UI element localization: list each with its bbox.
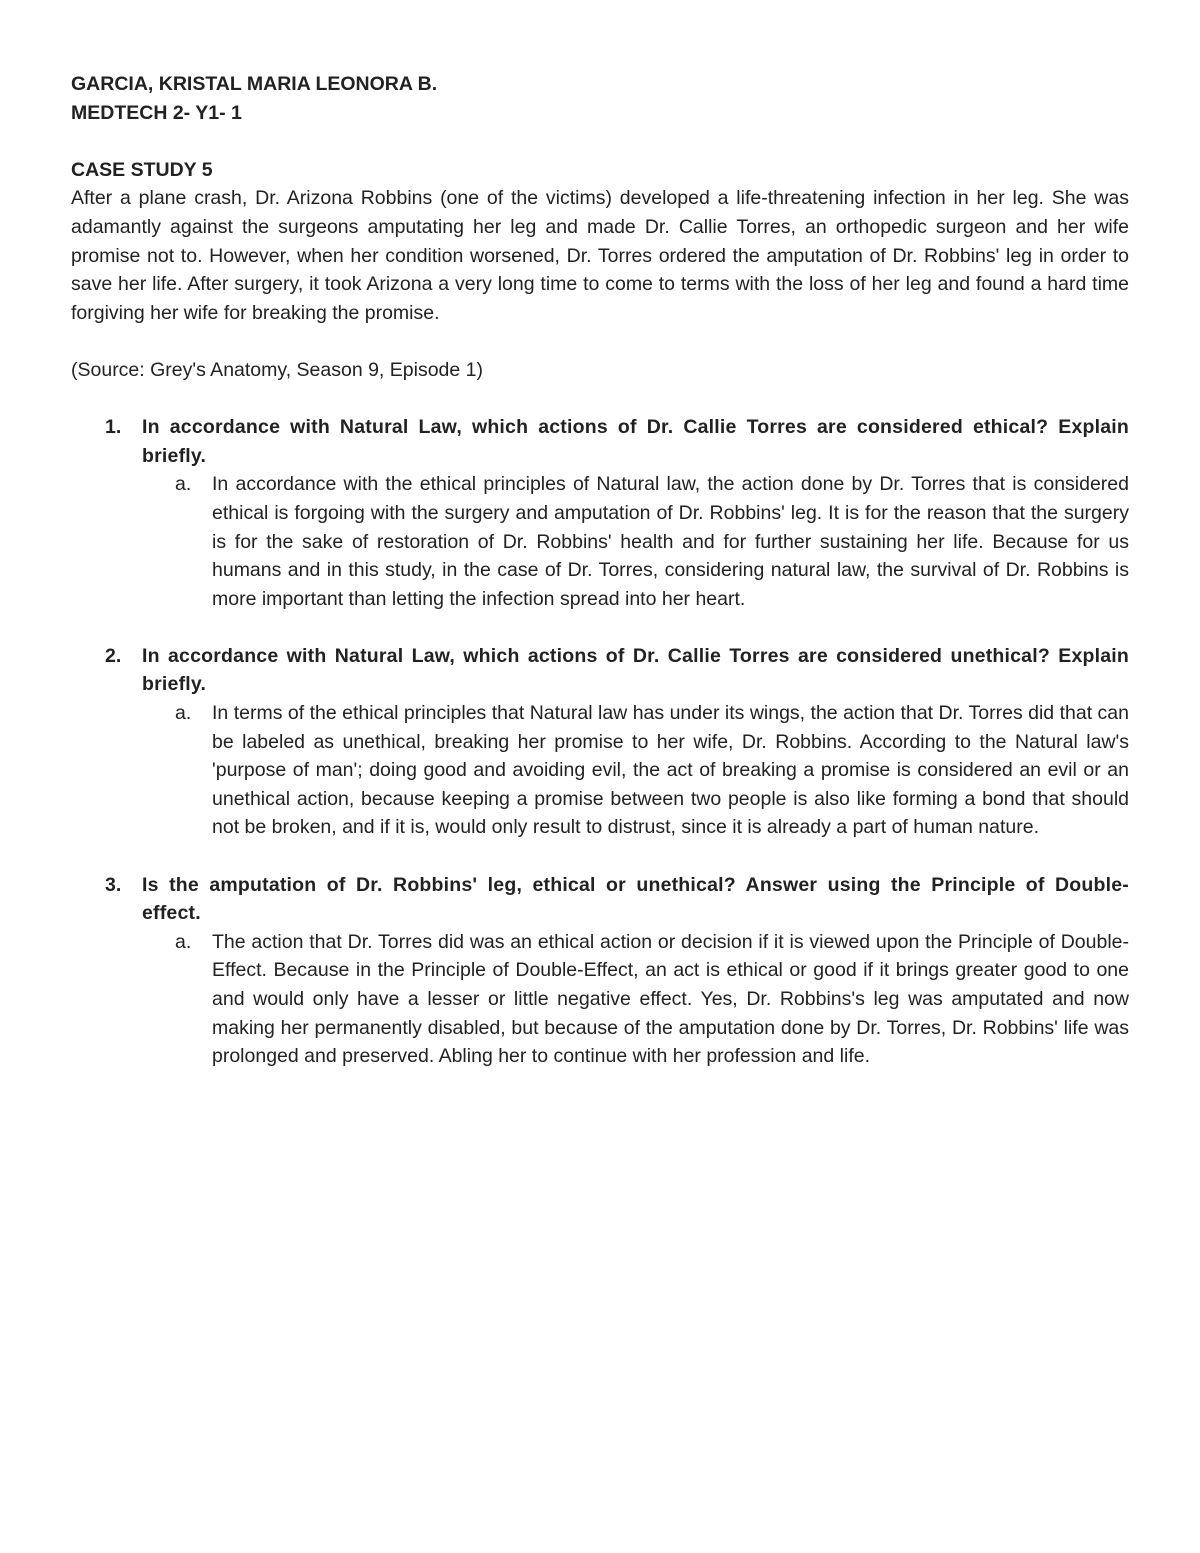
question-number: 1. <box>105 416 122 439</box>
spacer <box>142 613 1129 642</box>
question-item <box>71 642 1129 871</box>
question-text: Is the amputation of Dr. Robbins' leg, ethical or unethical? Answer using the Principle of Double-effect. <box>142 873 1129 925</box>
question-list <box>71 413 1129 1071</box>
question-item <box>71 871 1129 1071</box>
answer-item <box>142 928 1129 1071</box>
question-text: In accordance with Natural Law, which actions of Dr. Callie Torres are considered unethical? Explain briefly. <box>142 644 1129 696</box>
answer-letter: a. <box>175 473 192 496</box>
spacer <box>71 127 1129 156</box>
case-body: After a plane crash, Dr. Arizona Robbins (one of the victims) developed a life-threatening infection in her leg. She was adamantly against the surgeons amputating her leg and made Dr. Callie Torres, an orthopedic surgeon and her wife promise not to. However, when her condition worsened, Dr. Torres ordered the amputation of Dr. Robbins' leg in order to save her life. After surgery, it took Arizona a very long time to come to terms with the loss of her leg and found a hard time forgiving her wife for breaking the promise. <box>71 187 1129 324</box>
student-section: MEDTECH 2- Y1- 1 <box>71 101 242 124</box>
answer-text: The action that Dr. Torres did was an ethical action or decision if it is viewed upon the Principle of Double-Effect. Because in the Principle of Double-Effect, an act is ethical or good if it brings greater good to one and would only have a lesser or little negative effect. Yes, Dr. Robbins's leg was amputated and now making her permanently disabled, but because of the amputation done by Dr. Torres, Dr. Robbins' life was prolonged and preserved. Abling her to continue with her profession and life. <box>212 930 1129 1068</box>
answer-item <box>142 699 1129 842</box>
answer-letter: a. <box>175 702 192 725</box>
answer-text: In terms of the ethical principles that Natural law has under its wings, the action that Dr. Torres did that can be labeled as unethical, breaking her promise to her wife, Dr. Robbins. According to the Natural law's 'purpose of man'; doing good and avoiding evil, the act of breaking a promise is considered an evil or an unethical action, because keeping a promise between two people is also like forming a bond that should not be broken, and if it is, would only result to distrust, since it is already a part of human nature. <box>212 702 1129 839</box>
answer-text: In accordance with the ethical principles of Natural law, the action done by Dr. Torres that is considered ethical is forgoing with the surgery and amputation of Dr. Robbins' leg. It is for the reason that the surgery is for the sake of restoration of Dr. Robbins' health and for further sustaining her life. Because for us humans and in this study, in the case of Dr. Torres, considering natural law, the survival of Dr. Robbins is more important than letting the infection spread into her heart. <box>212 473 1129 610</box>
question-item <box>71 413 1129 642</box>
spacer <box>71 327 1129 356</box>
question-number: 2. <box>105 644 122 667</box>
question-number: 3. <box>105 873 122 896</box>
case-source: (Source: Grey's Anatomy, Season 9, Episode 1) <box>71 358 483 381</box>
case-title: CASE STUDY 5 <box>71 158 213 181</box>
student-name: GARCIA, KRISTAL MARIA LEONORA B. <box>71 73 438 95</box>
question-text: In accordance with Natural Law, which actions of Dr. Callie Torres are considered ethical? Explain briefly. <box>142 416 1129 467</box>
answer-letter: a. <box>175 930 192 953</box>
spacer <box>142 842 1129 871</box>
answer-item <box>142 470 1129 613</box>
spacer <box>71 385 1129 414</box>
document-page <box>71 70 1129 1071</box>
